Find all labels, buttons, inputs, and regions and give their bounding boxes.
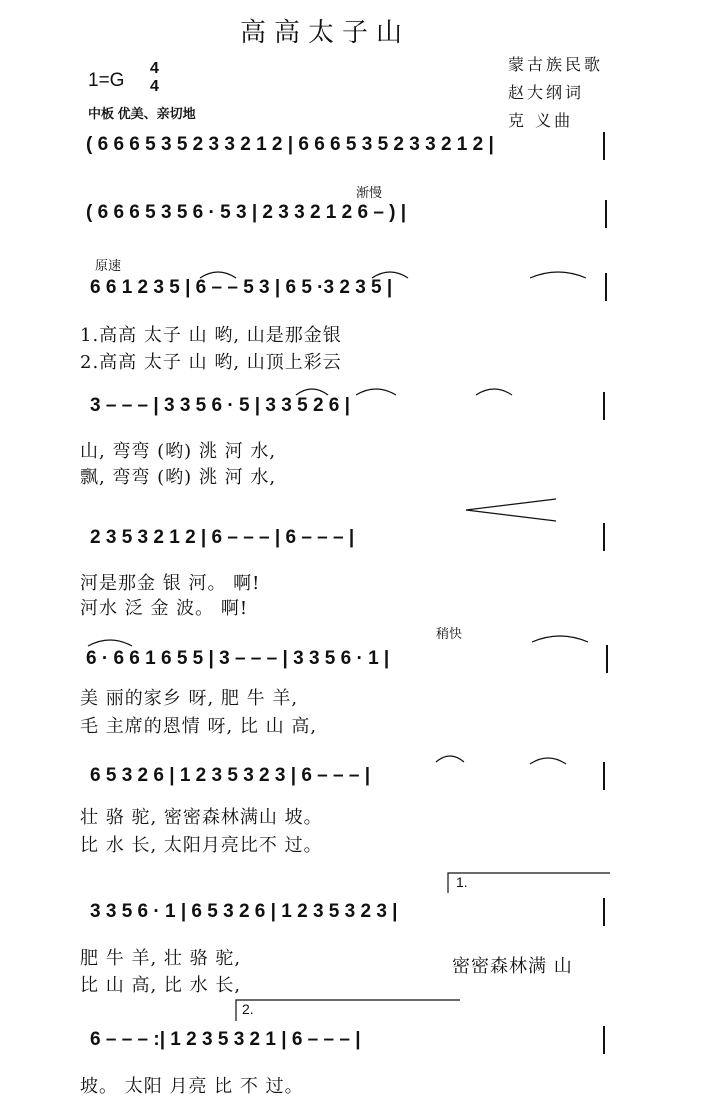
lyric-line-7-verse-2: 比 水 长, 太阳月亮比不 过。: [80, 835, 323, 856]
marking-faster: 稍快: [436, 626, 463, 641]
score-line-7: 6 5 3 2 6 | 1 2 3 5 3 2 3 | 6 – – – |: [90, 765, 371, 786]
lyric-line-5-verse-1: 河是那金 银 河。 啊!: [80, 573, 261, 594]
credit-lyricist: 赵大纲词: [508, 83, 585, 102]
marking-original: 原速: [95, 258, 122, 273]
key-signature: 1=G: [88, 70, 125, 91]
lyric-line-6-verse-1: 美 丽的家乡 呀, 肥 牛 羊,: [80, 688, 299, 709]
lyric-line-3-verse-1: 1.高高 太子 山 哟, 山是那金银: [80, 325, 342, 346]
lyric-line-8-side: 密密森林满 山: [452, 956, 573, 977]
lyric-line-6-verse-2: 毛 主席的恩情 呀, 比 山 高,: [80, 716, 318, 737]
score-line-3: 6 6 1 2 3 5 | 6 – – 5 3 | 6 5 ·3 2 3 5 |: [90, 277, 393, 298]
meter-bottom: 4: [150, 78, 159, 95]
ending-label-1: 1.: [456, 874, 468, 890]
lyric-line-3-verse-2: 2.高高 太子 山 哟, 山顶上彩云: [80, 352, 342, 373]
lyric-line-4-verse-1: 山, 弯弯 (哟) 洮 河 水,: [80, 441, 277, 462]
lyric-line-8-verse-1: 肥 牛 羊, 壮 骆 驼,: [80, 948, 242, 969]
tempo-marking: 中板 优美、亲切地: [88, 106, 196, 121]
lyric-line-4-verse-2: 飘, 弯弯 (哟) 洮 河 水,: [80, 467, 277, 488]
ending-label-2: 2.: [242, 1001, 254, 1017]
credit-composer: 克 义曲: [508, 111, 574, 130]
credit-lyrics-origin: 蒙古族民歌: [508, 55, 604, 74]
lyric-line-5-verse-2: 河水 泛 金 波。 啊!: [80, 598, 249, 619]
score-line-8: 3 3 5 6 · 1 | 6 5 3 2 6 | 1 2 3 5 3 2 3 |: [90, 901, 398, 922]
score-line-9: 6 – – – :| 1 2 3 5 3 2 1 | 6 – – – |: [90, 1029, 361, 1050]
score-line-4: 3 – – – | 3 3 5 6 · 5 | 3 3 5 2 6 |: [90, 395, 350, 416]
lyric-line-8-verse-2: 比 山 高, 比 水 长,: [80, 975, 242, 996]
score-line-2: ( 6 6 6 5 3 5 6 · 5 3 | 2 3 3 2 1 2 6 – ) |: [86, 202, 407, 223]
score-line-5: 2 3 5 3 2 1 2 | 6 – – – | 6 – – – |: [90, 527, 355, 548]
lyric-line-9: 坡。 太阳 月亮 比 不 过。: [80, 1076, 304, 1097]
score-line-6: 6 · 6 6 1 6 5 5 | 3 – – – | 3 3 5 6 · 1 |: [86, 648, 390, 669]
lyric-line-7-verse-1: 壮 骆 驼, 密密森林满山 坡。: [80, 807, 323, 828]
marking-slow: 渐慢: [356, 185, 383, 200]
score-line-1: ( 6 6 6 5 3 5 2 3 3 2 1 2 | 6 6 6 5 3 5 2 3 3 2 1 2 |: [86, 134, 494, 155]
meter-top: 4: [150, 60, 159, 77]
page-title: 高高太子山: [240, 18, 411, 48]
